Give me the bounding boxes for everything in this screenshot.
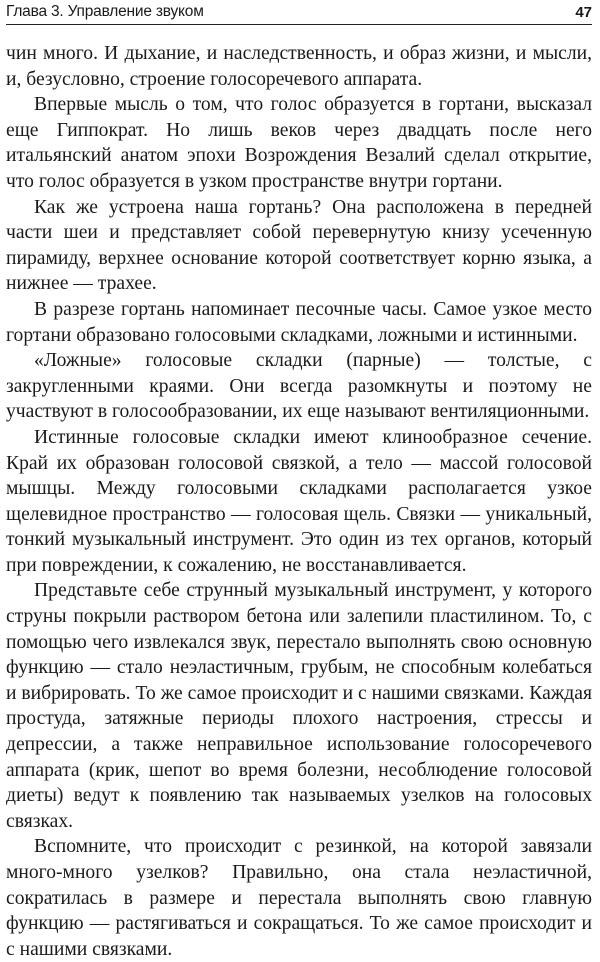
paragraph: чин много. И дыхание, и наследственность, и образ жизни, и мысли, и, безусловно, строение голосоречевого аппарата.	[6, 43, 592, 90]
paragraph: Впервые мысль о том, что голос образуется в гортани, высказал еще Гиппократ. Но лишь веков через двадцать после него итальянский анатом эпохи Возрождения Везалий сделал открытие, что голос образуется в узком пространстве внутри гортани.	[6, 94, 592, 192]
paragraph: Вспомните, что происходит с резинкой, на которой завязали много-много узелков? Правильно, она стала неэластичной, сократилась в размере и перестала выполнять свою главную функцию — растягиваться и сокращаться. То же самое происходит и с нашими связками.	[6, 836, 592, 960]
body-text	[6, 41, 592, 962]
running-title: Глава 3. Управление звуком	[6, 3, 204, 20]
paragraph: Истинные голосовые складки имеют клинообразное сечение. Край их образован голосовой связкой, а тело — массой голосовой мышцы. Между голосовыми складками располагается узкое щелевидное пространство — голосовая щель. Связки — уникальный, тонкий музыкальный инструмент. Это один из тех органов, который при повреждении, к сожалению, не восстанавливается.	[6, 426, 592, 576]
paragraph: Представьте себе струнный музыкальный инструмент, у которого струны покрыли раствором бетона или залепили пластилином. То, с помощью чего извлекался звук, перестало выполнять свою основную функцию — стало неэластичным, грубым, не способным колебаться и вибрировать. То же самое происходит и с нашими связками. Каждая простуда, затяжные периоды плохого настроения, стрессы и депрессии, а также неправильное использование голосоречевого аппарата (крик, шепот во время болезни, несоблюдение голосовой диеты) ведут к появлению так называемых узелков на голосовых связках.	[6, 580, 592, 832]
paragraph: Как же устроена наша гортань? Она расположена в передней части шеи и представляет собой перевернутую книзу усеченную пирамиду, верхнее основание которой соответствует корню языка, а нижнее — трахее.	[6, 196, 592, 295]
page-number: 47	[575, 4, 592, 21]
running-header	[6, 0, 592, 25]
paragraph: «Ложные» голосовые складки (парные) — толстые, с закругленными краями. Они всегда разомкнуты и поэтому не участвуют в голосообразовании, их еще называют вентиляционными.	[6, 350, 592, 423]
paragraph: В разрезе гортань напоминает песочные часы. Самое узкое место гортани образовано голосовыми складками, ложными и истинными.	[6, 298, 592, 346]
